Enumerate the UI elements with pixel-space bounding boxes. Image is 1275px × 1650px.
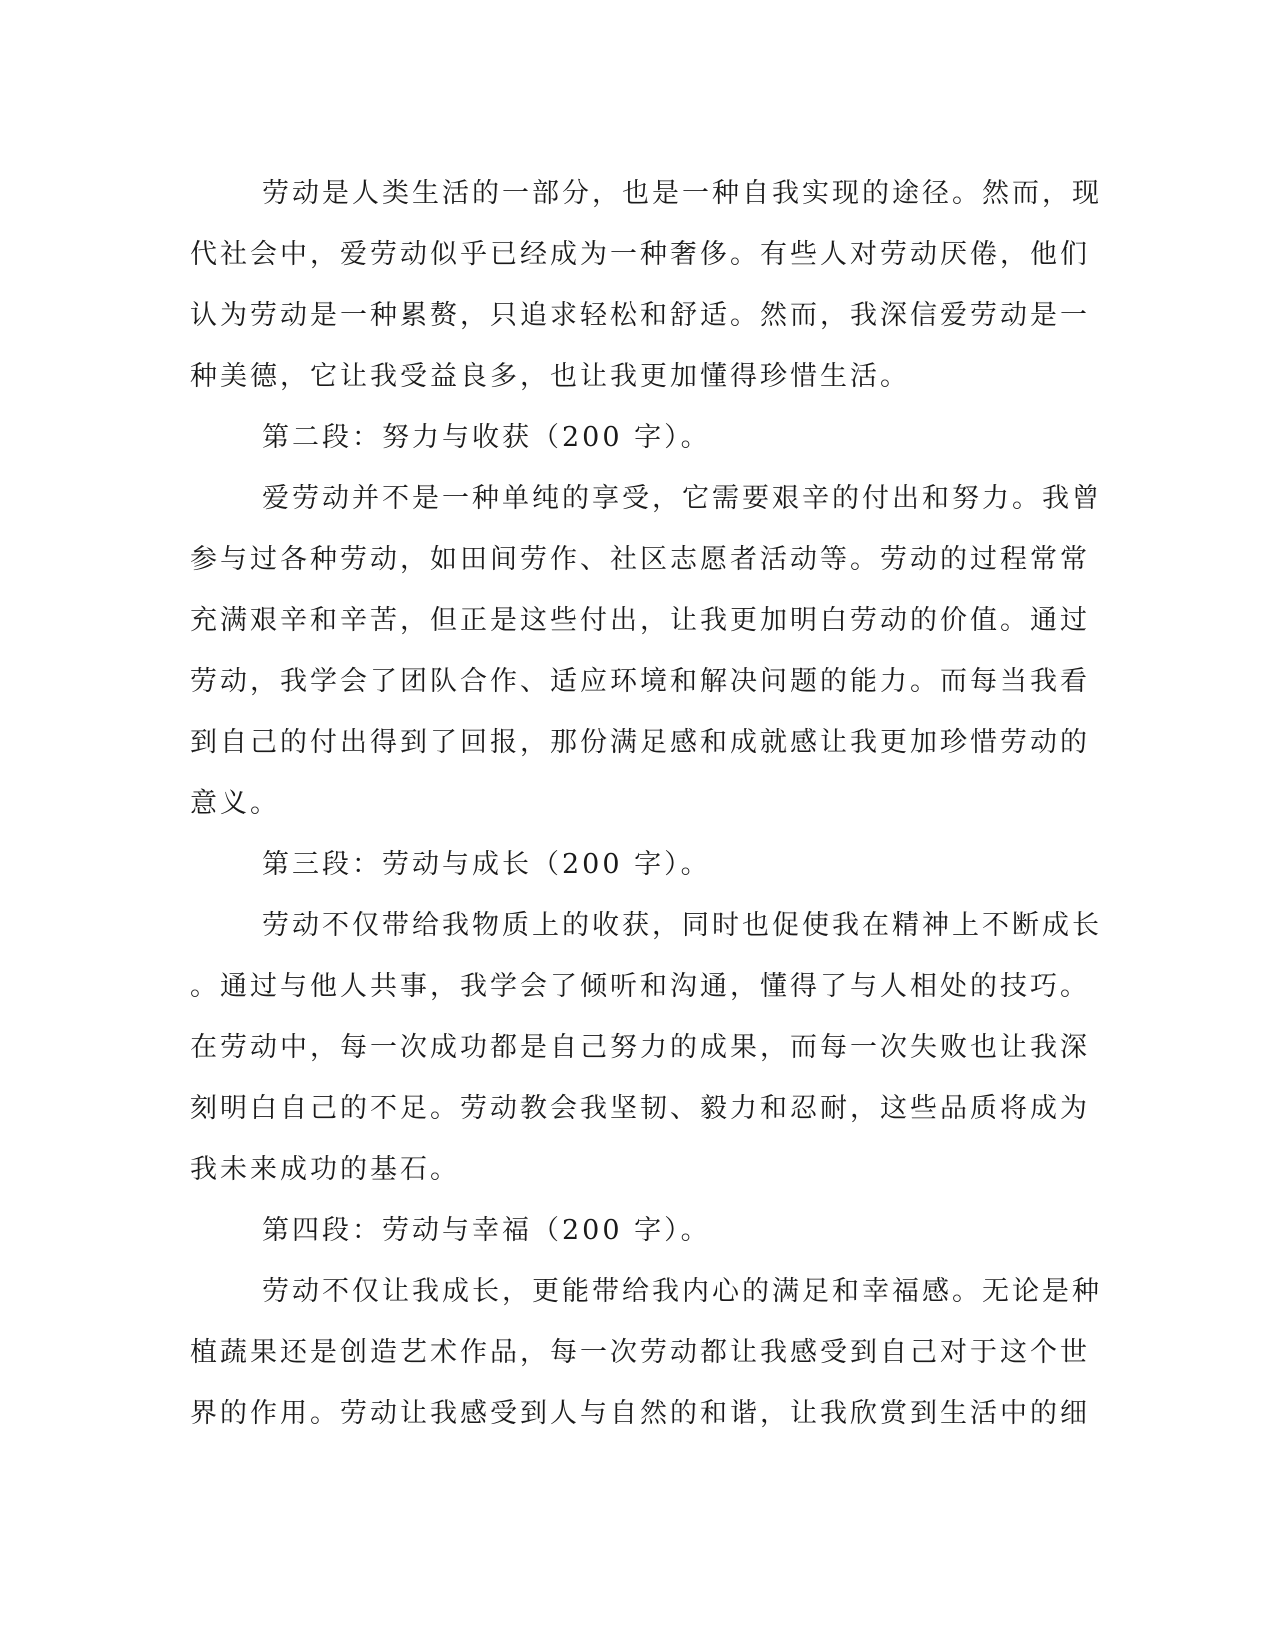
paragraph-4-line-3: 界的作用。劳动让我感受到人与自然的和谐，让我欣赏到生活中的细: [190, 1398, 1090, 1429]
paragraph-2-line-3: 充满艰辛和辛苦，但正是这些付出，让我更加明白劳动的价值。通过: [190, 605, 1090, 636]
paragraph-4-line-1: 劳动不仅让我成长，更能带给我内心的满足和幸福感。无论是种: [262, 1276, 1102, 1307]
paragraph-3-line-5: 我未来成功的基石。: [190, 1154, 460, 1185]
section-heading-2: 第二段：努力与收获（200 字）。: [262, 422, 711, 453]
paragraph-2-line-6: 意义。: [190, 788, 280, 819]
paragraph-2-line-4: 劳动，我学会了团队合作、适应环境和解决问题的能力。而每当我看: [190, 666, 1090, 697]
paragraph-3-line-2: 。通过与他人共事，我学会了倾听和沟通，懂得了与人相处的技巧。: [190, 971, 1090, 1002]
section-heading-3: 第三段：劳动与成长（200 字）。: [262, 849, 711, 880]
paragraph-4-line-2: 植蔬果还是创造艺术作品，每一次劳动都让我感受到自己对于这个世: [190, 1337, 1090, 1368]
paragraph-2-line-1: 爱劳动并不是一种单纯的享受，它需要艰辛的付出和努力。我曾: [262, 483, 1102, 514]
document-body: [190, 163, 1102, 1444]
paragraph-2-line-2: 参与过各种劳动，如田间劳作、社区志愿者活动等。劳动的过程常常: [190, 544, 1090, 575]
paragraph-2-line-5: 到自己的付出得到了回报，那份满足感和成就感让我更加珍惜劳动的: [190, 727, 1090, 758]
paragraph-3-line-4: 刻明白自己的不足。劳动教会我坚韧、毅力和忍耐，这些品质将成为: [190, 1093, 1090, 1124]
section-heading-4: 第四段：劳动与幸福（200 字）。: [262, 1215, 711, 1246]
paragraph-1-line-4: 种美德，它让我受益良多，也让我更加懂得珍惜生活。: [190, 361, 910, 392]
paragraph-1-line-3: 认为劳动是一种累赘，只追求轻松和舒适。然而，我深信爱劳动是一: [190, 300, 1090, 331]
paragraph-1-line-2: 代社会中，爱劳动似乎已经成为一种奢侈。有些人对劳动厌倦，他们: [190, 239, 1090, 270]
paragraph-3-line-3: 在劳动中，每一次成功都是自己努力的成果，而每一次失败也让我深: [190, 1032, 1090, 1063]
paragraph-1-line-1: 劳动是人类生活的一部分，也是一种自我实现的途径。然而，现: [262, 178, 1102, 209]
paragraph-3-line-1: 劳动不仅带给我物质上的收获，同时也促使我在精神上不断成长: [262, 910, 1102, 941]
